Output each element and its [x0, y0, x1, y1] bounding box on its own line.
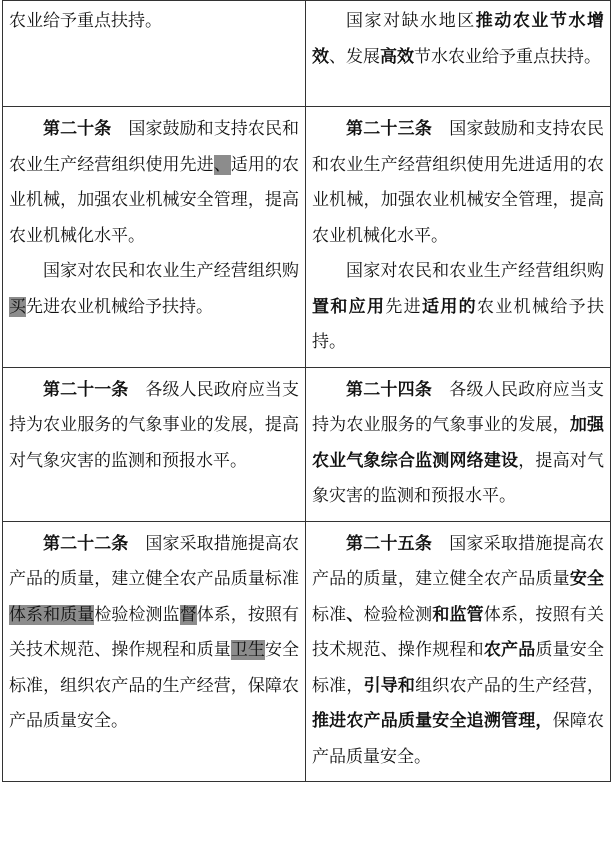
- text-run: 、发展: [329, 46, 380, 67]
- deleted-text-highlight: 督: [179, 604, 197, 625]
- text-run-bold: 推动农业节水增效: [312, 11, 605, 67]
- deleted-text-highlight: 体系和质量: [9, 604, 95, 625]
- old-text-cell: [3, 521, 306, 782]
- text-run-bold: 、: [346, 604, 364, 625]
- text-run: 检验检测监: [94, 604, 180, 625]
- article-number: 第二十三条: [346, 119, 433, 139]
- article-number: 第二十五条: [346, 533, 433, 554]
- deleted-text-highlight: 、: [213, 154, 231, 175]
- deleted-text-highlight: 买: [9, 296, 26, 317]
- text-run: 适用的农业机械，加强农业机械安全管理，提高农业机械化水平。: [9, 154, 299, 246]
- text-run-bold: 适用的: [422, 296, 478, 317]
- text-run: 检验检测: [363, 604, 433, 625]
- paragraph: [312, 527, 604, 776]
- law-comparison-table: [2, 0, 611, 782]
- text-run: 国家对农民和农业生产经营组织购: [346, 261, 604, 281]
- old-text-cell: [3, 1, 306, 107]
- paragraph: [9, 527, 299, 740]
- text-run: 先进: [385, 296, 423, 317]
- paragraph: [312, 112, 604, 254]
- paragraph: [312, 4, 604, 75]
- text-run-bold: 高效: [380, 46, 414, 67]
- article-number: 第二十二条: [43, 533, 129, 554]
- paragraph: [9, 4, 299, 40]
- text-run: ，提高对气象灾害的监测和预报水平。: [312, 450, 604, 506]
- text-run: 标准: [312, 604, 347, 625]
- text-run: 保障农产品质量安全。: [312, 711, 604, 767]
- text-run-bold: 引导和: [363, 675, 416, 696]
- text-run: 农业机械给予扶持。: [312, 296, 605, 352]
- text-run: 各级人民政府应当支持为农业服务的气象事业的发展，提高对气象灾害的监测和预报水平。: [9, 379, 300, 471]
- text-run: 先进农业机械给予扶持。: [26, 296, 213, 317]
- text-run: 安全标准，组织农产品的生产经营，保障农产品质量安全。: [9, 640, 299, 731]
- paragraph: [312, 254, 604, 361]
- old-text-cell: [3, 367, 306, 521]
- text-run: 体系，按照有关技术规范、操作规程和: [312, 604, 604, 660]
- text-run: 国家采取措施提高农产品的质量，建立健全农产品质量标准: [9, 533, 300, 589]
- text-run: 组织农产品的生产经营，: [415, 675, 604, 696]
- new-text-cell: [306, 367, 611, 521]
- text-run-bold: 加强农业气象综合监测网络建设: [312, 415, 604, 471]
- article-number: 第二十条: [43, 119, 112, 139]
- article-number: 第二十四条: [346, 379, 433, 400]
- text-run: 节水农业给予重点扶持。: [414, 46, 601, 67]
- text-run: 质量安全标准，: [312, 640, 604, 696]
- text-run: 国家采取措施提高农产品的质量，建立健全农产品质量: [312, 533, 605, 589]
- text-run-bold: 置和应用: [312, 296, 386, 317]
- table-row: [3, 107, 611, 368]
- paragraph: [9, 373, 299, 480]
- new-text-cell: [306, 1, 611, 107]
- table-row: [3, 521, 611, 782]
- text-run-bold: 农产品: [483, 640, 536, 660]
- text-run: 国家对农民和农业生产经营组织购: [43, 261, 299, 281]
- text-run: 各级人民政府应当支持为农业服务的气象事业的发展，: [312, 379, 605, 435]
- old-text-cell: [3, 107, 306, 368]
- text-run: 体系，按照有关技术规范、操作规程和质量: [9, 604, 299, 660]
- table-row: [3, 367, 611, 521]
- text-run: 国家对缺水地区: [346, 11, 476, 31]
- text-run: 农业给予重点扶持。: [9, 11, 162, 31]
- article-number: 第二十一条: [43, 379, 129, 400]
- text-run: 国家鼓励和支持农民和农业生产经营组织使用先进: [9, 119, 300, 175]
- paragraph: [9, 112, 299, 254]
- deleted-text-highlight: 卫生: [230, 640, 265, 660]
- text-run-bold: 安全: [569, 569, 604, 589]
- text-run-bold: 推进农产品质量安全追溯管理，: [312, 711, 553, 731]
- paragraph: [312, 373, 604, 515]
- text-run-bold: 和监管: [432, 604, 484, 625]
- paragraph: [9, 254, 299, 325]
- new-text-cell: [306, 107, 611, 368]
- table-row: [3, 1, 611, 107]
- text-run: 国家鼓励和支持农民和农业生产经营组织使用先进适用的农业机械，加强农业机械安全管理，提高农业机械化水平。: [312, 119, 605, 246]
- new-text-cell: [306, 521, 611, 782]
